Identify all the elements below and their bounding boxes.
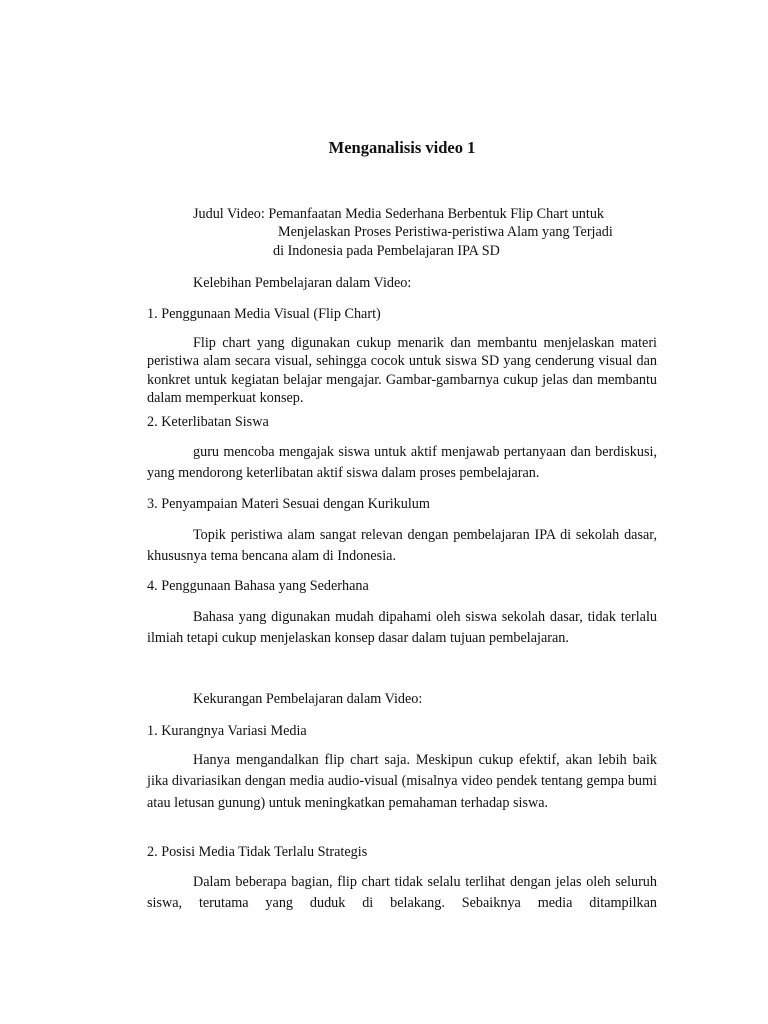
strength-3-title: 3. Penyampaian Materi Sesuai dengan Kurikulum bbox=[147, 496, 430, 512]
strength-2-body: guru mencoba mengajak siswa untuk aktif menjawab pertanyaan dan berdiskusi, yang mendorong keterlibatan aktif siswa dalam proses pembelajaran. bbox=[147, 444, 657, 482]
weaknesses-heading: Kekurangan Pembelajaran dalam Video: bbox=[193, 691, 423, 707]
video-title-line-3: di Indonesia pada Pembelajaran IPA SD bbox=[273, 243, 500, 259]
video-title-line-2: Menjelaskan Proses Peristiwa-peristiwa Alam yang Terjadi bbox=[278, 224, 613, 240]
strength-4-title: 4. Penggunaan Bahasa yang Sederhana bbox=[147, 578, 369, 594]
document-title: Menganalisis video 1 bbox=[328, 138, 476, 157]
weakness-2-body: Dalam beberapa bagian, flip chart tidak selalu terlihat dengan jelas oleh seluruh siswa, terutama yang duduk di belakang. Sebaiknya media ditampilkan bbox=[147, 874, 657, 912]
weakness-1-title: 1. Kurangnya Variasi Media bbox=[147, 723, 307, 739]
strength-4-body: Bahasa yang digunakan mudah dipahami oleh siswa sekolah dasar, tidak terlalu ilmiah tetapi cukup menjelaskan konsep dasar dalam tujuan pembelajaran. bbox=[147, 609, 657, 647]
strength-1-title: 1. Penggunaan Media Visual (Flip Chart) bbox=[147, 306, 381, 322]
strengths-heading: Kelebihan Pembelajaran dalam Video: bbox=[193, 275, 412, 291]
strength-2-title: 2. Keterlibatan Siswa bbox=[147, 414, 269, 430]
strength-1-body: Flip chart yang digunakan cukup menarik dan membantu menjelaskan materi peristiwa alam secara visual, sehingga cocok untuk siswa SD yang cenderung visual dan konkret untuk kegiatan belajar mengajar. Gambar-gambarnya cukup jelas dan membantu dalam memperkuat konsep. bbox=[147, 335, 657, 406]
weakness-1-body: Hanya mengandalkan flip chart saja. Meskipun cukup efektif, akan lebih baik jika divariasikan dengan media audio-visual (misalnya video pendek tentang gempa bumi atau letusan gunung) untuk meningkatkan pemahaman terhadap siswa. bbox=[147, 752, 657, 811]
strength-3-body: Topik peristiwa alam sangat relevan dengan pembelajaran IPA di sekolah dasar, khususnya tema bencana alam di Indonesia. bbox=[147, 527, 657, 565]
video-title-line-1: Judul Video: Pemanfaatan Media Sederhana Berbentuk Flip Chart untuk bbox=[193, 206, 605, 222]
weakness-2-title: 2. Posisi Media Tidak Terlalu Strategis bbox=[147, 844, 368, 860]
